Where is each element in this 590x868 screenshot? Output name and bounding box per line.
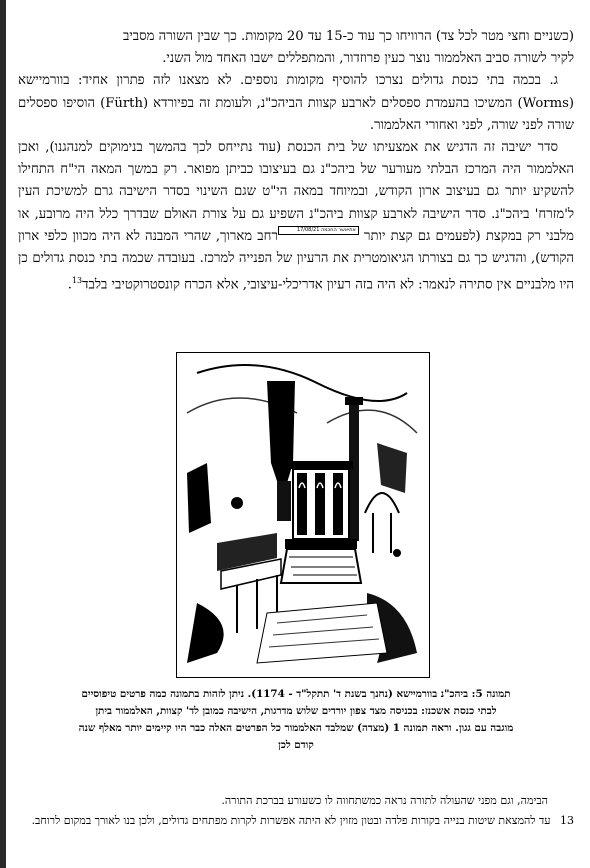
- body-line-2: לקיר לשורה סביב האלממור נוצר כעין פרוזדור, והמתפללים ישבו האחד מול השני.: [162, 51, 574, 67]
- page-edge-rule: [0, 0, 6, 868]
- comment-marker[interactable]: 17/08/21 אתיאשר החכמה: [278, 226, 359, 235]
- body-paragraph-2: ג. בכמה בתי כנסת גדולים נצרכו להוסיף מקומות נוספים. לא מצאנו לזה פתרון אחיד: בוורמיישא (Worms) המשיכו בהעמדת ספסלים לארבע קצוות הביהכ"נ, ולעומת זה בפיורדא (Fürth) הוסיפו ספסלים שורה לפני שורה, לפני ואחורי האלממור.: [18, 73, 575, 133]
- figure-worms-synagogue: [176, 352, 430, 678]
- body-text: [18, 26, 574, 297]
- body-paragraph-3: סדר ישיבה זה הדגיש את אמצעיתו של בית הכנסת (עוד נתייחס לכך בהמשך בנימוקים למנהגנו), ואכן האלממור היה המרכז הבלתי מעורער של ביהכ"נ גם בעיצובו כביתן מפואר. רק במשך המאה הי"ח התחילו להשקיע יותר גם בעיצוב ארון הקודש, ובמיוחד במאה הי"ט שגם השינוי בסדר הישיבה גרם למשיכת העין ל'מזרח' ביהכ"נ. סדר הישיבה לארבע קצוות ביהכ"נ השפיע גם על צורת האולם שבדרך כלל היה מרובע, או מלבני רק במקצת (לפעמים גם קצת יותר 17/08/21 אתיאשר החכמהרחב מארוך, שהרי המבנה לא היה מכוון כלפי ארון הקודש), והדגיש כך גם בצורתו הגיאומטרית את הרעיון של הפנייה למרכז. בעובדה שכמה בתי כנסת גדולים כן היו מלבניים אין סתירה לנאמר: לא היה בזה רעיון אדריכלי-עיצובי, אלא הכרח קונסטרוקטיבי בלבד$^{13}$.: [18, 140, 574, 293]
- footnote-continuation: הבימה, וגם מפני שהעולה לתורה נראה כמשתחווה לו כשעורע בברכת התורה.: [221, 794, 548, 807]
- footnote-number: 13: [560, 814, 574, 827]
- body-line-1: (כשניים וחצי מטר לכל צד) הרוויחו כך עוד כ-15 עד 20 מקומות. כך שבין השורה מסביב: [122, 29, 574, 44]
- caption-line-1: תמונה 5: ביהכ"נ בוורמיישא (נחנך בשנת ד' תתקל"ד - 1174). ניתן לזהות בתמונה כמה פרטים טיפוסיים: [81, 688, 511, 700]
- figure-caption: [18, 686, 574, 754]
- footnote-13: [18, 812, 574, 829]
- body-paragraph-3-part-b: רחב מארוך, שהרי המבנה לא היה מכוון כלפי ארון הקודש), והדגיש כך גם בצורתו הגיאומטרית את הרעיון של הפנייה למרכז. בעובדה שכמה בתי כנסת גדולים כן היו מלבניים אין סתירה לנאמר: לא היה בזה רעיון אדריכלי-עיצובי, אלא הכרח קונסטרוקטיבי בלבד: [18, 228, 574, 293]
- caption-line-3: מוגבה עם גגון. וראה תמונה 1 (מצדה) שמלבד האלממור כל הפרטים האלה כבר היו קיימים יותר מאלף שנה: [78, 722, 514, 734]
- synagogue-illustration: [177, 353, 429, 677]
- footnote-text: עד להמצאת שיטות בנייה בקורות פלדה ובטון מזוין לא היתה אפשרות לקרות מפתחים גדולים, ולכן בנו לאורך במקום לרוחב.: [31, 814, 551, 827]
- caption-line-4: קודם לכן: [278, 739, 314, 751]
- footnote-reference[interactable]: 13: [71, 276, 83, 286]
- caption-line-2: לבתי כנסת אשכנז: בכניסה מצד צפון יורדים שלוש מדרגות, הישיבה כמובן לד' קצוות, האלממור ביתן: [95, 705, 497, 717]
- body-paragraph-3-part-a: סדר ישיבה זה הדגיש את אמצעיתו של בית הכנסת (עוד נתייחס לכך בהמשך בנימוקים למנהגנו), ואכן האלממור היה המרכז הבלתי מעורער של ביהכ"נ גם בעיצובו כביתן מפואר. רק במשך המאה הי"ח התחילו להשקיע יותר גם בעיצוב ארון הקודש, ובמיוחד במאה הי"ט שגם השינוי בסדר הישיבה גרם למשיכת העין ל'מזרח' ביהכ"נ. סדר הישיבה לארבע קצוות ביהכ"נ השפיע גם על צורת האולם שבדרך כלל היה מרובע, או מלבני רק במקצת (לפעמים גם קצת יותר: [18, 140, 574, 244]
